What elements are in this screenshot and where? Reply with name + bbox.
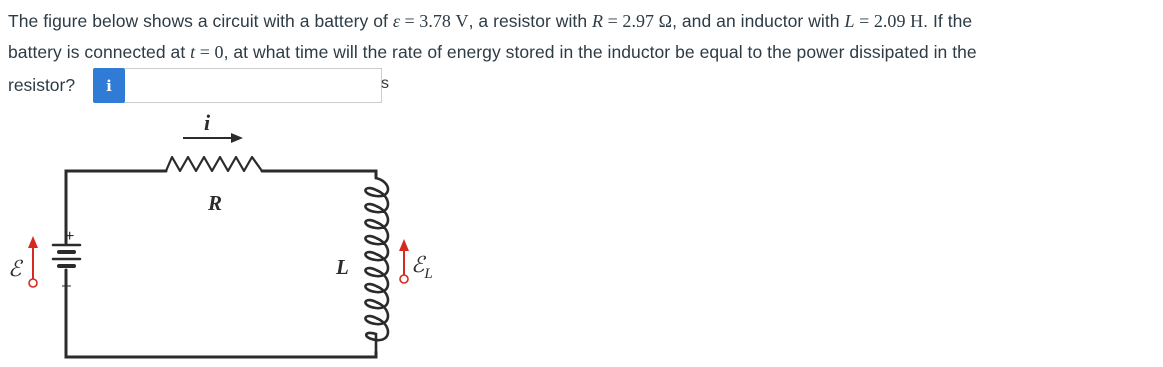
current-arrow: [183, 133, 243, 143]
inductance-symbol: L: [844, 11, 855, 31]
resistor-symbol: [166, 157, 262, 171]
unit-label: s: [381, 75, 389, 92]
inductor-label: L: [336, 255, 349, 279]
time-symbol: t: [190, 42, 196, 62]
battery-plus-sign: +: [65, 228, 75, 245]
battery-minus-sign: –: [62, 277, 71, 294]
question-line-2: battery is connected at t = 0, at what time will the rate of energy stored in the inductor be equal to the power dissipated in the: [8, 42, 977, 62]
inductor-emf-label: ℰ$_L$: [411, 252, 433, 282]
inductor-symbol: [365, 178, 388, 352]
battery-symbol: [53, 245, 80, 266]
question-line-1: The figure below shows a circuit with a battery of ε = 3.78 V, a resistor with R = 2.97 Ω, and an inductor with L = 2.09 H. If the: [8, 11, 973, 31]
resistor-label: R: [208, 191, 223, 215]
inductor-emf-arrow: [399, 239, 409, 283]
question-end-text: resistor?: [8, 74, 76, 95]
resistance-value: 2.97 Ω: [622, 11, 673, 31]
emf-value: 3.78 V: [419, 11, 469, 31]
battery-emf-label: ℰ: [8, 256, 22, 281]
info-icon-label: i: [106, 76, 112, 95]
emf-symbol: ε: [392, 11, 400, 31]
time-value: 0: [214, 42, 224, 62]
inductance-value: 2.09 H: [873, 11, 924, 31]
current-label: i: [204, 110, 211, 135]
battery-emf-arrow: [28, 236, 38, 287]
resistance-symbol: R: [592, 11, 604, 31]
